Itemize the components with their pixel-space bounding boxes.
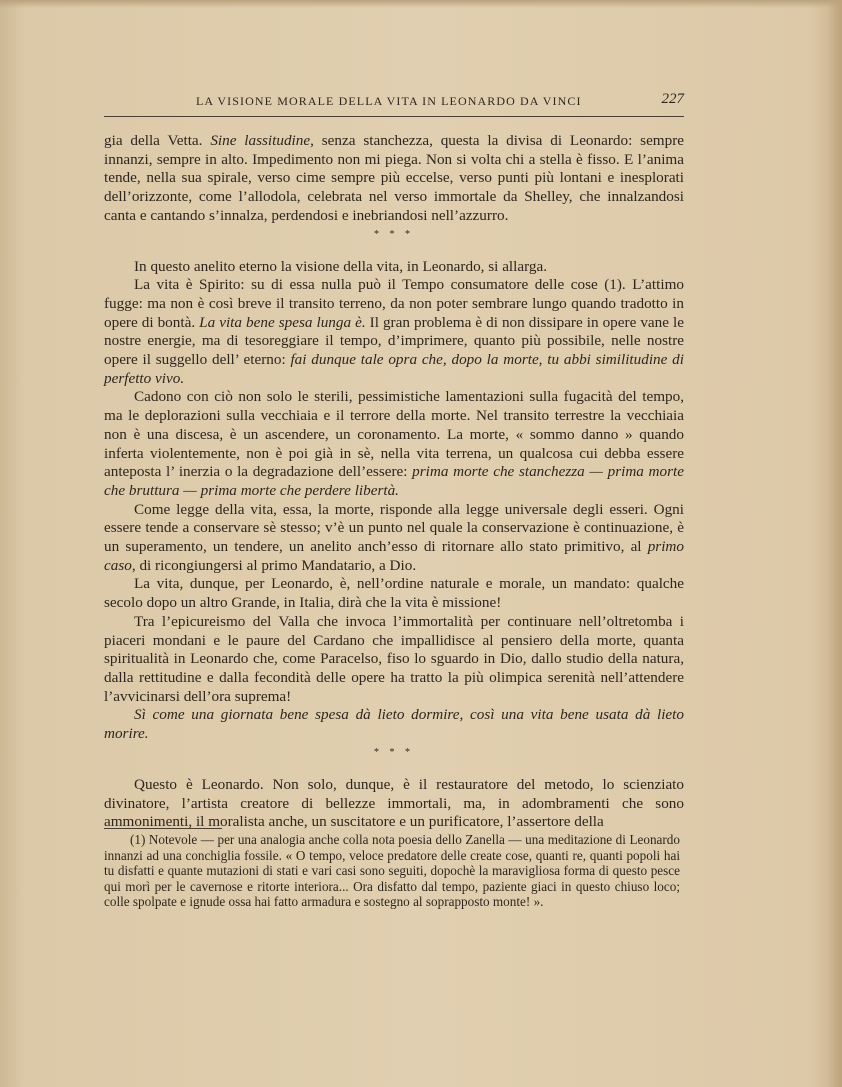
text-run: Come legge della vita, essa, la morte, risponde alla legge universale degli esseri. Ogni essere tende a conservare sè stesso; v’è un punto nel quale la conservazione è continuazione, è un superamento, un tendere, un anelito anch’esso di ritornare allo stato primitivo, al <box>104 500 684 556</box>
paragraph-7: Tra l’epicureismo del Valla che invoca l’immortalità per continuare nell’oltretomba i piaceri mondani e le paure del Cardano che impallidisce al pensiero della morte, quanta spiritualità in Leonardo che, come Paracelso, fiso lo sguardo in Dio, dallo studio della natura, dalla rettitudine e dalla fecondità delle opere ha tratto la più olimpica serenità nell’attendere l’avvicinarsi dell’ora suprema! <box>104 612 684 705</box>
text-run: La vita è Spirito: su di essa nulla può il Tempo consumatore delle cose (1). L’attimo fugge: ma non è così breve il transito terreno, da non poter sembrare lungo quando tradotto in opere di bontà. <box>104 276 684 331</box>
italic-run: Sì come una giornata bene spesa dà lieto dormire, così una vita bene usata dà lieto morire. <box>104 706 684 743</box>
footnotes <box>104 832 680 910</box>
italic-run: prima morte che stanchezza — prima morte che bruttura — prima morte che perdere libertà. <box>104 463 684 499</box>
italic-run: Sine lassitudine <box>210 132 311 149</box>
page-number: 227 <box>661 91 684 107</box>
paragraph-5 <box>104 501 684 576</box>
italic-run: fai dunque tale opra che, dopo la morte, tu abbi similitudine di perfetto vivo. <box>104 351 684 387</box>
text-run: Il gran problema è di non dissipare in opere vane le nostre energie, ma di tesoreggiare il tempo, d’imprimere, quanto più possibile, nelle nostre opere il suggello dell’ eterno: <box>104 313 684 369</box>
paragraph-8 <box>104 706 684 743</box>
paragraph-1 <box>104 132 684 226</box>
paragraph-9: Questo è Leonardo. Non solo, dunque, è il restauratore del metodo, lo scienziato divinatore, l’artista creatore di bellezze immortali, ma, in adombramenti che sono ammonimenti, il moralista anche, un suscitatore e un purificatore, l’assertore della <box>104 775 684 831</box>
section-separator: * * * <box>374 746 414 758</box>
text-run: Cadono con ciò non solo le sterili, pessimistiche lamentazioni sulla fugacità del tempo, ma le deplorazioni sulla vecchiaia e il terrore della morte. Nel transito terrestre la vecchiaia non è una discesa, è un ascendere, un coronamento. La morte, « sommo danno » quando inferta violentemente, non è poi già in sè, nella vita terrena, un qualcosa cui debba essere anteposta l’ inerzia o la degradazione dell’essere: <box>104 388 684 481</box>
footnote-1: (1) Notevole — per una analogia anche colla nota poesia dello Zanella — una meditazione di Leonardo innanzi ad una conchiglia fossile. « O tempo, veloce predatore delle create cose, quanti re, quanti popoli hai tu disfatti e quante mutazioni di stati e vari casi sono seguiti, dopochè la maravigliosa forma di questo pesce qui morì per le cavernose e ritorte interiora... Ora disfatto dal tempo, paziente giaci in questo chiuso loco; colle spolpate e ignude ossa hai fatto armadura e sostegno al soprapposto monte! ». <box>104 832 680 910</box>
text-run: , di ricongiungersi al primo Mandatario, a Dio. <box>131 556 417 574</box>
italic-run: primo caso <box>104 538 684 574</box>
paragraph-4 <box>104 388 684 500</box>
italic-run: La vita bene spesa lunga è. <box>199 313 366 331</box>
running-title: LA VISIONE MORALE DELLA VITA IN LEONARDO DA VINCI <box>196 94 582 108</box>
footnote-rule <box>104 828 222 829</box>
running-head <box>104 91 704 114</box>
paragraph-3 <box>104 276 684 388</box>
header-rule <box>104 116 684 117</box>
body-text <box>104 132 684 832</box>
section-separator: * * * <box>374 228 414 240</box>
text-run: gia della Vetta. <box>104 132 211 149</box>
paragraph-2: In questo anelito eterno la visione della vita, in Leonardo, si allarga. <box>134 257 548 275</box>
text-run: , senza stanchezza, questa la divisa di Leonardo: sempre innanzi, sempre in alto. Impedimento non mi piega. Non si volta chi a stella è fisso. E l’anima tende, nella sua spirale, verso cime sempre più eccelse, verso punti più lontani e inesplorati dell’orizzonte, come l’allodola, celebrata nel verso immortale da Shelley, che innalzandosi canta e cantando s’innalza, perdendosi e inebriandosi nell’azzurro. <box>104 132 685 224</box>
paragraph-6: La vita, dunque, per Leonardo, è, nell’ordine naturale e morale, un mandato: qualche secolo dopo un altro Grande, in Italia, dirà che la vita è missione! <box>104 575 684 612</box>
